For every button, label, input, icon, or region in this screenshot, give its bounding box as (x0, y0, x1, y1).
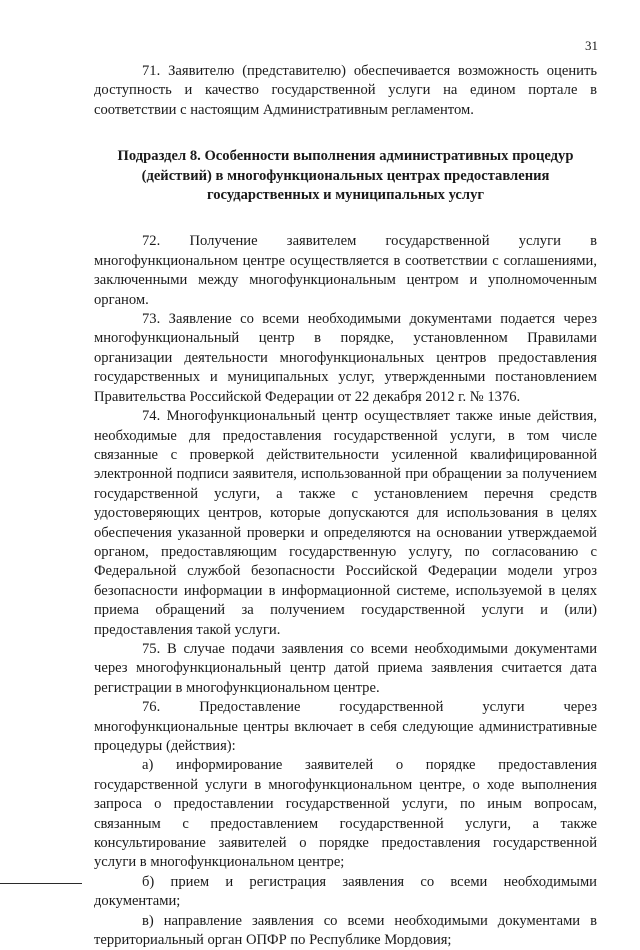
page-number: 31 (585, 38, 598, 53)
list-item-a: а) информирование заявителей о порядке предоставления государственной услуги в многофункциональном центре, о ходе выполнения запроса о предоставлении государственной услуги, по иным вопросам, связанным с предоставлением государственной услуги, а также консультирование заявителей о порядке предоставления государственной услуги в многофункциональном центре; (94, 757, 597, 871)
section-heading: Подраздел 8. Особенности выполнения административных процедур (действий) в многофункциональных центрах предоставления государственных и муниципальных услуг (117, 148, 574, 204)
paragraph-74: 74. Многофункциональный центр осуществляет также иные действия, необходимые для предоставления государственной услуги, в том числе связанные с проверкой действительности усиленной квалифицированной электронной подписи заявителя, использованной при обращении за получением государственной услуги, а также с установлением перечня средств удостоверяющих центров, которые допускаются для использования в целях обеспечения указанной проверки и определяются на основании утверждаемой органом, предоставляющим государственную услугу, по согласованию с Федеральной службой безопасности Российской Федерации модели угроз безопасности информации в информационной системе, используемой в целях приема обращений за получением государственной услуги и (или) предоставления такой услуги. (94, 408, 597, 638)
paragraph-73: 73. Заявление со всеми необходимыми документами подается через многофункциональный центр в порядке, установленном Правилами организации деятельности многофункциональных центров предоставления государственных и муниципальных услуг, утвержденными постановлением Правительства Российской Федерации от 22 декабря 2012 г. № 1376. (94, 311, 597, 405)
list-item-b: б) прием и регистрация заявления со всеми необходимыми документами; (94, 873, 597, 910)
paragraph-71: 71. Заявителю (представителю) обеспечивается возможность оценить доступность и качество государственной услуги на едином портале в соответствии с настоящим Административным регламентом. (94, 63, 597, 118)
document-body (94, 62, 597, 950)
paragraph-75: 75. В случае подачи заявления со всеми необходимыми документами через многофункциональный центр датой приема заявления считается дата регистрации в многофункциональном центре. (94, 640, 597, 696)
footer-divider (0, 883, 82, 884)
list-item-v: в) направление заявления со всеми необходимыми документами в территориальный орган ОПФР по Республике Мордовия; (94, 912, 597, 949)
paragraph-72: 72. Получение заявителем государственной услуги в многофункциональном центре осуществляется в соответствии с соглашениями, заключенными между многофункциональным центром и уполномоченным органом. (94, 233, 597, 308)
paragraph-76: 76. Предоставление государственной услуги через многофункциональные центры включает в себя следующие административные процедуры (действия): (94, 699, 597, 754)
